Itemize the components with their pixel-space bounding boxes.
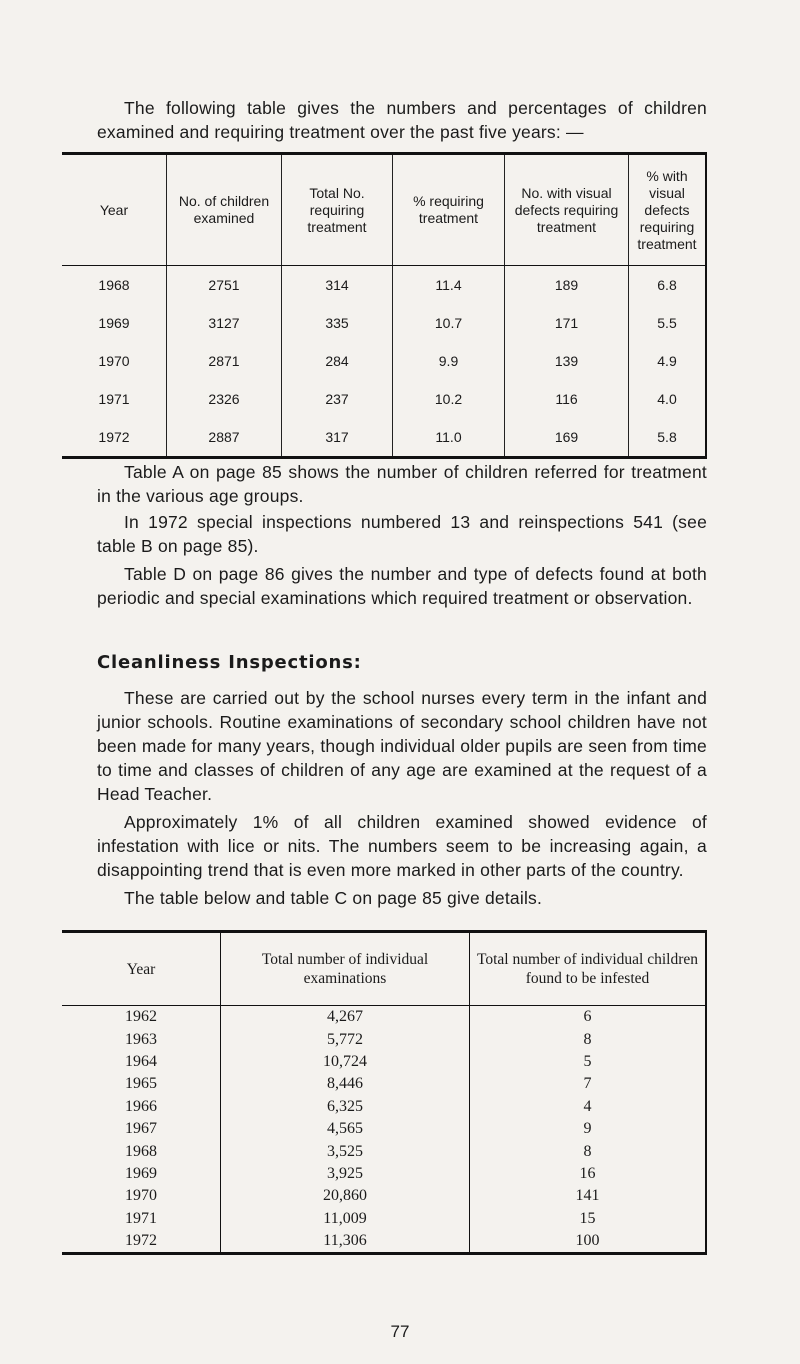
table-row xyxy=(62,1028,706,1050)
paragraph-table-d: Table D on page 86 gives the number and type of defects found at both periodic and special examinations which required treatment or observation. xyxy=(97,564,707,608)
cell-visual-defects: 139 xyxy=(505,342,629,380)
cell-year: 1966 xyxy=(125,1097,157,1115)
table-row xyxy=(62,1051,706,1073)
table-row xyxy=(62,1006,706,1029)
cell-examinations: 3,925 xyxy=(221,1163,470,1185)
cell-examined: 2871 xyxy=(167,342,282,380)
col-header-pct-visual-defects: % with visual defects requiring treatment xyxy=(629,154,707,266)
cell-year: 1964 xyxy=(125,1052,157,1070)
col-header-examinations: Total number of individual examinations xyxy=(221,932,470,1006)
table-row xyxy=(62,266,706,305)
col-header-examined: No. of children examined xyxy=(167,154,282,266)
cell-total-requiring: 284 xyxy=(282,342,393,380)
col-header-pct-requiring: % requiring treatment xyxy=(393,154,505,266)
cell-year: 1968 xyxy=(125,1142,157,1160)
col-header-visual-defects: No. with visual defects requiring treatment xyxy=(505,154,629,266)
cell-examinations: 20,860 xyxy=(221,1185,470,1207)
page-number: 77 xyxy=(390,1322,410,1341)
paragraph-table-a: Table A on page 85 shows the number of children referred for treatment in the various age groups. xyxy=(97,462,707,506)
table-row xyxy=(62,1140,706,1162)
cell-pct-visual-defects: 4.9 xyxy=(629,342,707,380)
cell-total-requiring: 237 xyxy=(282,380,393,418)
cell-examinations: 6,325 xyxy=(221,1096,470,1118)
col-header-year: Year xyxy=(62,932,221,1006)
cell-year: 1971 xyxy=(98,391,130,407)
cell-examined: 2751 xyxy=(167,266,282,305)
cell-year: 1968 xyxy=(98,277,130,293)
cell-examinations: 3,525 xyxy=(221,1140,470,1162)
intro-paragraph: The following table gives the numbers and percentages of children examined and requiring treatment over the past five years: — xyxy=(97,98,707,142)
table-header-row xyxy=(62,154,706,266)
cell-examined: 2326 xyxy=(167,380,282,418)
cell-year: 1965 xyxy=(125,1075,157,1093)
cell-infested: 16 xyxy=(470,1163,707,1185)
paragraph-table-c: The table below and table C on page 85 give details. xyxy=(124,888,543,908)
cell-infested: 141 xyxy=(470,1185,707,1207)
infestation-table xyxy=(62,930,707,1255)
table-row xyxy=(62,1118,706,1140)
cell-pct-visual-defects: 5.8 xyxy=(629,418,707,458)
cell-visual-defects: 169 xyxy=(505,418,629,458)
cell-total-requiring: 314 xyxy=(282,266,393,305)
col-header-year: Year xyxy=(62,154,167,266)
cell-total-requiring: 335 xyxy=(282,304,393,342)
table-row xyxy=(62,380,706,418)
cell-year: 1962 xyxy=(125,1008,157,1026)
table-header-row xyxy=(62,932,706,1006)
cell-visual-defects: 189 xyxy=(505,266,629,305)
cell-pct-requiring: 11.4 xyxy=(393,266,505,305)
cell-infested: 5 xyxy=(470,1051,707,1073)
cell-year: 1969 xyxy=(125,1164,157,1182)
cell-infested: 8 xyxy=(470,1028,707,1050)
col-header-infested: Total number of individual children found to be infested xyxy=(470,932,707,1006)
cell-examinations: 4,267 xyxy=(221,1006,470,1029)
table-row xyxy=(62,1230,706,1254)
table-row xyxy=(62,418,706,458)
col-header-total-requiring: Total No. requiring treatment xyxy=(282,154,393,266)
section-heading: Cleanliness Inspections: xyxy=(97,652,362,673)
cell-examinations: 8,446 xyxy=(221,1073,470,1095)
cell-infested: 15 xyxy=(470,1208,707,1230)
cell-examinations: 5,772 xyxy=(221,1028,470,1050)
table-row xyxy=(62,304,706,342)
table-row xyxy=(62,1208,706,1230)
cell-pct-visual-defects: 5.5 xyxy=(629,304,707,342)
cell-year: 1970 xyxy=(98,353,130,369)
table-row xyxy=(62,1163,706,1185)
cell-year: 1972 xyxy=(125,1232,157,1250)
cell-examined: 3127 xyxy=(167,304,282,342)
cell-year: 1969 xyxy=(98,315,130,331)
cell-examinations: 4,565 xyxy=(221,1118,470,1140)
cell-year: 1967 xyxy=(125,1120,157,1138)
cell-year: 1971 xyxy=(125,1209,157,1227)
cell-infested: 6 xyxy=(470,1006,707,1029)
cell-visual-defects: 171 xyxy=(505,304,629,342)
paragraph-school-nurses: These are carried out by the school nurses every term in the infant and junior schools. Routine examinations of secondary school children have not been made for many years, though individual older pupils are seen from time to time and classes of children of any age are examined at the request of a Head Teacher. xyxy=(97,688,707,804)
cell-year: 1970 xyxy=(125,1187,157,1205)
cell-pct-visual-defects: 4.0 xyxy=(629,380,707,418)
cell-pct-requiring: 10.7 xyxy=(393,304,505,342)
cell-examinations: 10,724 xyxy=(221,1051,470,1073)
cell-pct-requiring: 11.0 xyxy=(393,418,505,458)
cell-infested: 100 xyxy=(470,1230,707,1254)
cell-year: 1963 xyxy=(125,1030,157,1048)
table-row xyxy=(62,1185,706,1207)
cell-pct-requiring: 9.9 xyxy=(393,342,505,380)
table-row xyxy=(62,1073,706,1095)
cell-examinations: 11,306 xyxy=(221,1230,470,1254)
cell-examined: 2887 xyxy=(167,418,282,458)
cell-infested: 7 xyxy=(470,1073,707,1095)
cell-infested: 8 xyxy=(470,1140,707,1162)
paragraph-special-inspections: In 1972 special inspections numbered 13 and reinspections 541 (see table B on page 85). xyxy=(97,512,707,556)
cell-infested: 9 xyxy=(470,1118,707,1140)
cell-pct-requiring: 10.2 xyxy=(393,380,505,418)
cell-visual-defects: 116 xyxy=(505,380,629,418)
paragraph-infestation: Approximately 1% of all children examined showed evidence of infestation with lice or nits. The numbers seem to be increasing again, a disappointing trend that is even more marked in other parts of the country. xyxy=(97,812,707,880)
table-row xyxy=(62,342,706,380)
treatment-table xyxy=(62,152,707,459)
cell-year: 1972 xyxy=(98,429,130,445)
cell-pct-visual-defects: 6.8 xyxy=(629,266,707,305)
cell-examinations: 11,009 xyxy=(221,1208,470,1230)
table-row xyxy=(62,1096,706,1118)
cell-infested: 4 xyxy=(470,1096,707,1118)
cell-total-requiring: 317 xyxy=(282,418,393,458)
